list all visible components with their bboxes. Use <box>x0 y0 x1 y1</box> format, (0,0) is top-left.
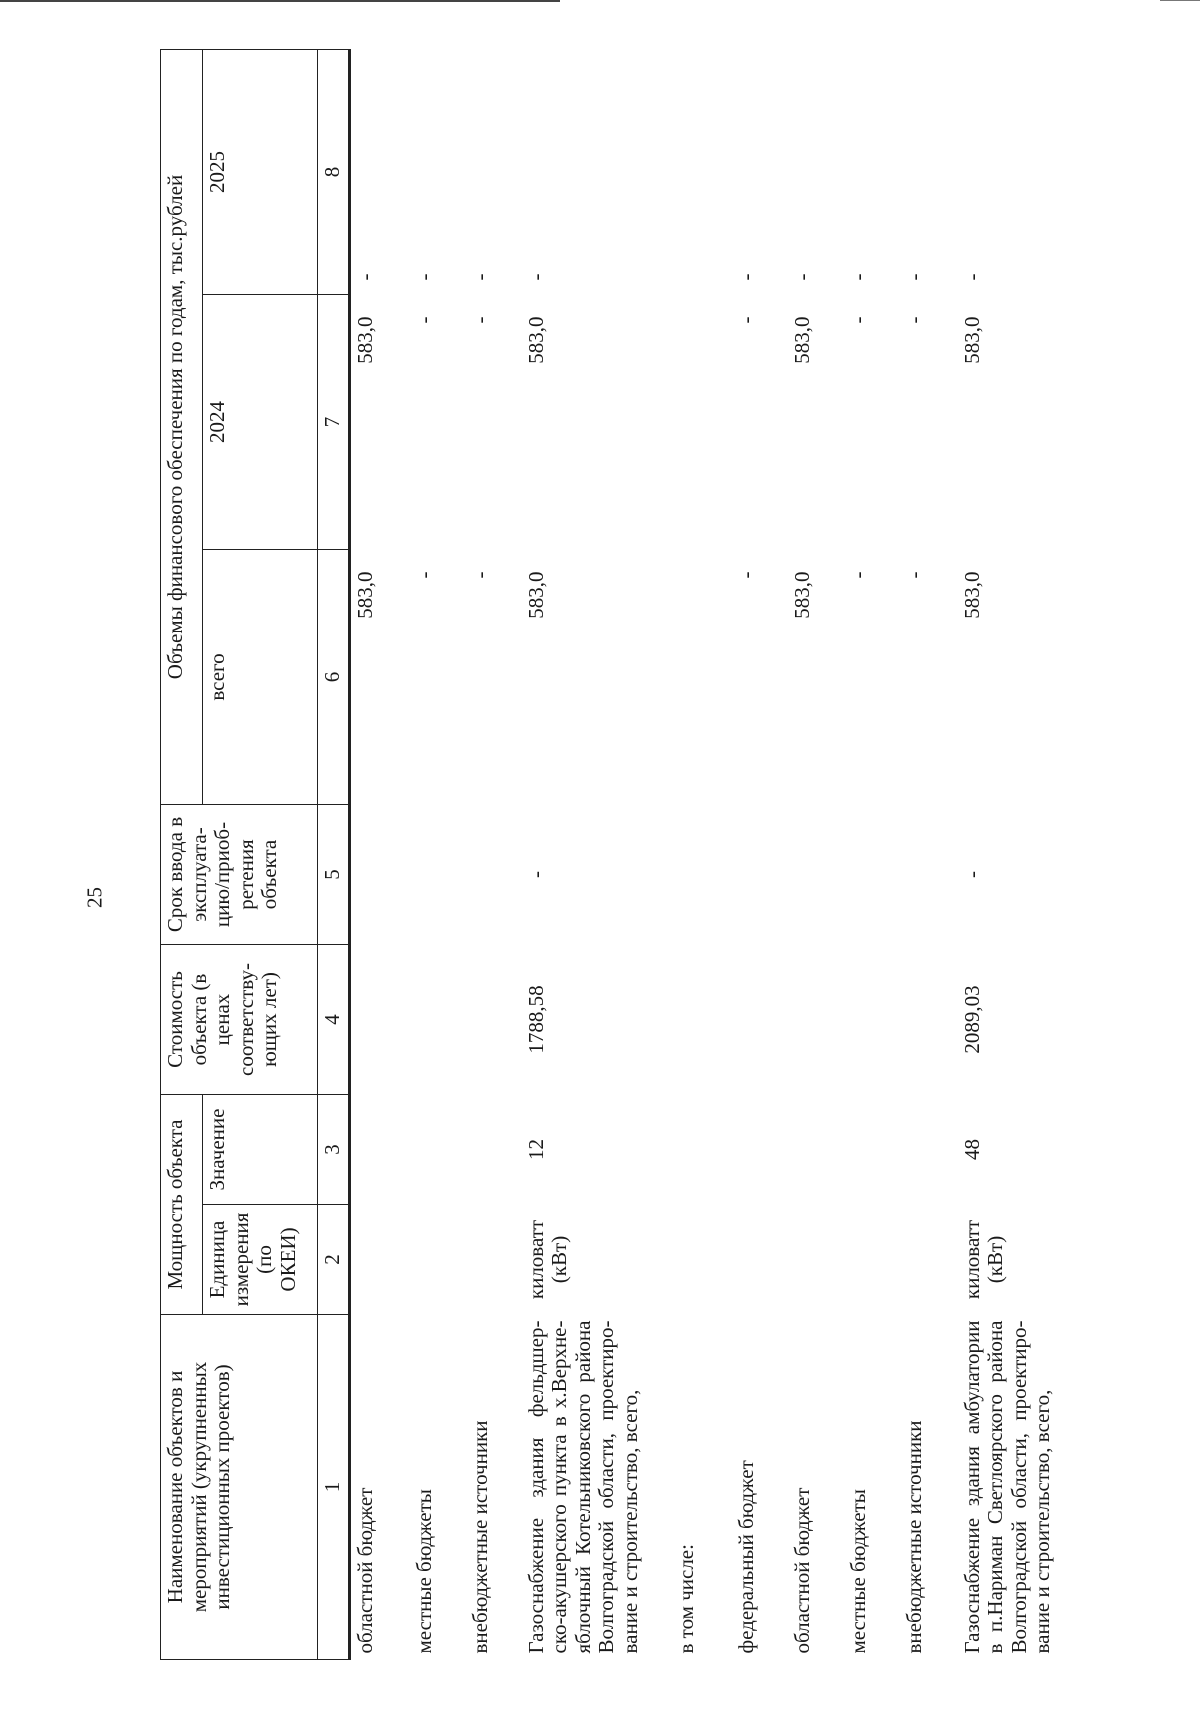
row-name: в том числе: <box>673 1544 698 1654</box>
row-cost <box>844 945 900 1095</box>
row-cost: 1788,58 <box>523 985 548 1054</box>
row-total: - <box>467 571 492 579</box>
row-name: федеральный бюджет <box>733 1460 758 1654</box>
header-row-top <box>161 49 203 1659</box>
row-term <box>732 805 788 945</box>
column-number: 8 <box>318 49 350 294</box>
row-value <box>672 1095 732 1205</box>
row-unit <box>466 1205 522 1315</box>
table-row <box>958 49 1078 1659</box>
row-term <box>672 805 732 945</box>
row-total: - <box>411 571 436 579</box>
row-2025: - <box>467 273 492 281</box>
row-term: - <box>523 871 548 878</box>
row-cost: 2089,03 <box>959 985 984 1054</box>
financing-table <box>160 49 1078 1660</box>
row-unit <box>900 1205 958 1315</box>
row-unit: киловатт (кВт) <box>523 1219 572 1300</box>
rotated-table-container <box>160 50 1055 1660</box>
row-name: Газоснабжение здания амбулатории в п.Нариман Светлоярского района Волгоградской области, проектиро-вание и строительство, всего, <box>959 1320 1055 1654</box>
scan-edge <box>0 0 560 2</box>
row-2025: - <box>353 273 377 281</box>
header-capacity-group: Мощность объекта <box>161 1095 203 1315</box>
row-unit <box>350 1205 410 1315</box>
row-name: Газоснабжение здания фельдшер-ско-акушерского пункта в х.Верхне-яблочный Котельниковского района Волгоградской области, проектиро-вание и строительство, всего, <box>523 1320 642 1654</box>
row-term <box>466 805 522 945</box>
row-term <box>844 805 900 945</box>
row-value <box>844 1095 900 1205</box>
table-row <box>788 49 844 1659</box>
row-name: внебюджетные источники <box>901 1420 926 1654</box>
column-number: 6 <box>318 550 350 805</box>
row-total: 583,0 <box>959 571 984 619</box>
row-unit <box>788 1205 844 1315</box>
row-total: - <box>845 571 870 579</box>
header-col-7: 2024 <box>203 295 318 550</box>
row-term <box>350 805 410 945</box>
row-2024: - <box>411 316 436 324</box>
scan-edge-right <box>1160 0 1200 1</box>
row-cost <box>672 945 732 1095</box>
row-2024 <box>672 295 732 550</box>
row-total: - <box>733 571 758 579</box>
column-number: 4 <box>318 945 350 1095</box>
row-unit <box>410 1205 466 1315</box>
header-finance-group: Объемы финансового обеспечения по годам, тыс.рублей <box>161 49 203 804</box>
row-2024: - <box>733 316 758 324</box>
row-cost <box>900 945 958 1095</box>
row-cost <box>788 945 844 1095</box>
column-number: 7 <box>318 295 350 550</box>
row-unit <box>732 1205 788 1315</box>
table-row <box>522 49 672 1659</box>
row-2025: - <box>901 273 926 281</box>
column-number: 2 <box>318 1205 350 1315</box>
column-number-row <box>318 49 350 1659</box>
row-name: местные бюджеты <box>411 1489 436 1654</box>
row-name: областной бюджет <box>353 1487 377 1654</box>
row-term <box>788 805 844 945</box>
row-total: - <box>901 571 926 579</box>
row-cost <box>410 945 466 1095</box>
row-name: областной бюджет <box>789 1487 814 1654</box>
row-value: 12 <box>523 1139 548 1160</box>
row-name: внебюджетные источники <box>467 1420 492 1654</box>
table-row <box>900 49 958 1659</box>
table-row <box>350 49 410 1659</box>
row-name: местные бюджеты <box>845 1489 870 1654</box>
row-value <box>788 1095 844 1205</box>
header-col-5: Срок ввода в эксплуата-цию/приоб-ретения объекта <box>161 805 318 945</box>
row-2024: 583,0 <box>959 316 984 364</box>
row-unit: киловатт (кВт) <box>959 1219 1008 1300</box>
row-unit <box>672 1205 732 1315</box>
row-2025: - <box>411 273 436 281</box>
row-total <box>672 550 732 805</box>
row-unit <box>844 1205 900 1315</box>
row-2024: 583,0 <box>353 316 377 364</box>
row-term <box>410 805 466 945</box>
table-row <box>732 49 788 1659</box>
row-cost <box>466 945 522 1095</box>
header-col-8: 2025 <box>203 49 318 294</box>
row-2025: - <box>959 273 984 281</box>
row-2024: 583,0 <box>523 316 548 364</box>
header-col-3: Значение <box>203 1095 318 1205</box>
row-total: 583,0 <box>789 571 814 619</box>
row-value <box>466 1095 522 1205</box>
row-2024: - <box>845 316 870 324</box>
table-body <box>350 49 1078 1659</box>
row-total: 583,0 <box>523 571 548 619</box>
row-value <box>350 1095 410 1205</box>
header-col-1: Наименование объектов и мероприятий (укрупненных инвестиционных проектов) <box>161 1315 318 1660</box>
row-term <box>900 805 958 945</box>
row-term: - <box>959 871 984 878</box>
row-2025: - <box>733 273 758 281</box>
row-cost <box>350 945 410 1095</box>
column-number: 5 <box>318 805 350 945</box>
row-value <box>900 1095 958 1205</box>
page-number: 25 <box>82 887 107 908</box>
row-2025: - <box>845 273 870 281</box>
row-2025: - <box>523 273 548 281</box>
row-2024: - <box>467 316 492 324</box>
column-number: 1 <box>318 1315 350 1660</box>
header-col-6: всего <box>203 550 318 805</box>
table-row <box>672 49 732 1659</box>
row-cost <box>732 945 788 1095</box>
row-value <box>732 1095 788 1205</box>
row-value: 48 <box>959 1139 984 1160</box>
table-row <box>466 49 522 1659</box>
row-2024: 583,0 <box>789 316 814 364</box>
row-value <box>410 1095 466 1205</box>
header-col-2: Единица измерения (по ОКЕИ) <box>203 1205 318 1315</box>
table-row <box>844 49 900 1659</box>
row-2025: - <box>789 273 814 281</box>
column-number: 3 <box>318 1095 350 1205</box>
header-col-4: Стоимость объекта (в ценах соответству-ющих лет) <box>161 945 318 1095</box>
row-2024: - <box>901 316 926 324</box>
table-row <box>410 49 466 1659</box>
row-total: 583,0 <box>353 571 377 619</box>
row-2025 <box>672 49 732 294</box>
